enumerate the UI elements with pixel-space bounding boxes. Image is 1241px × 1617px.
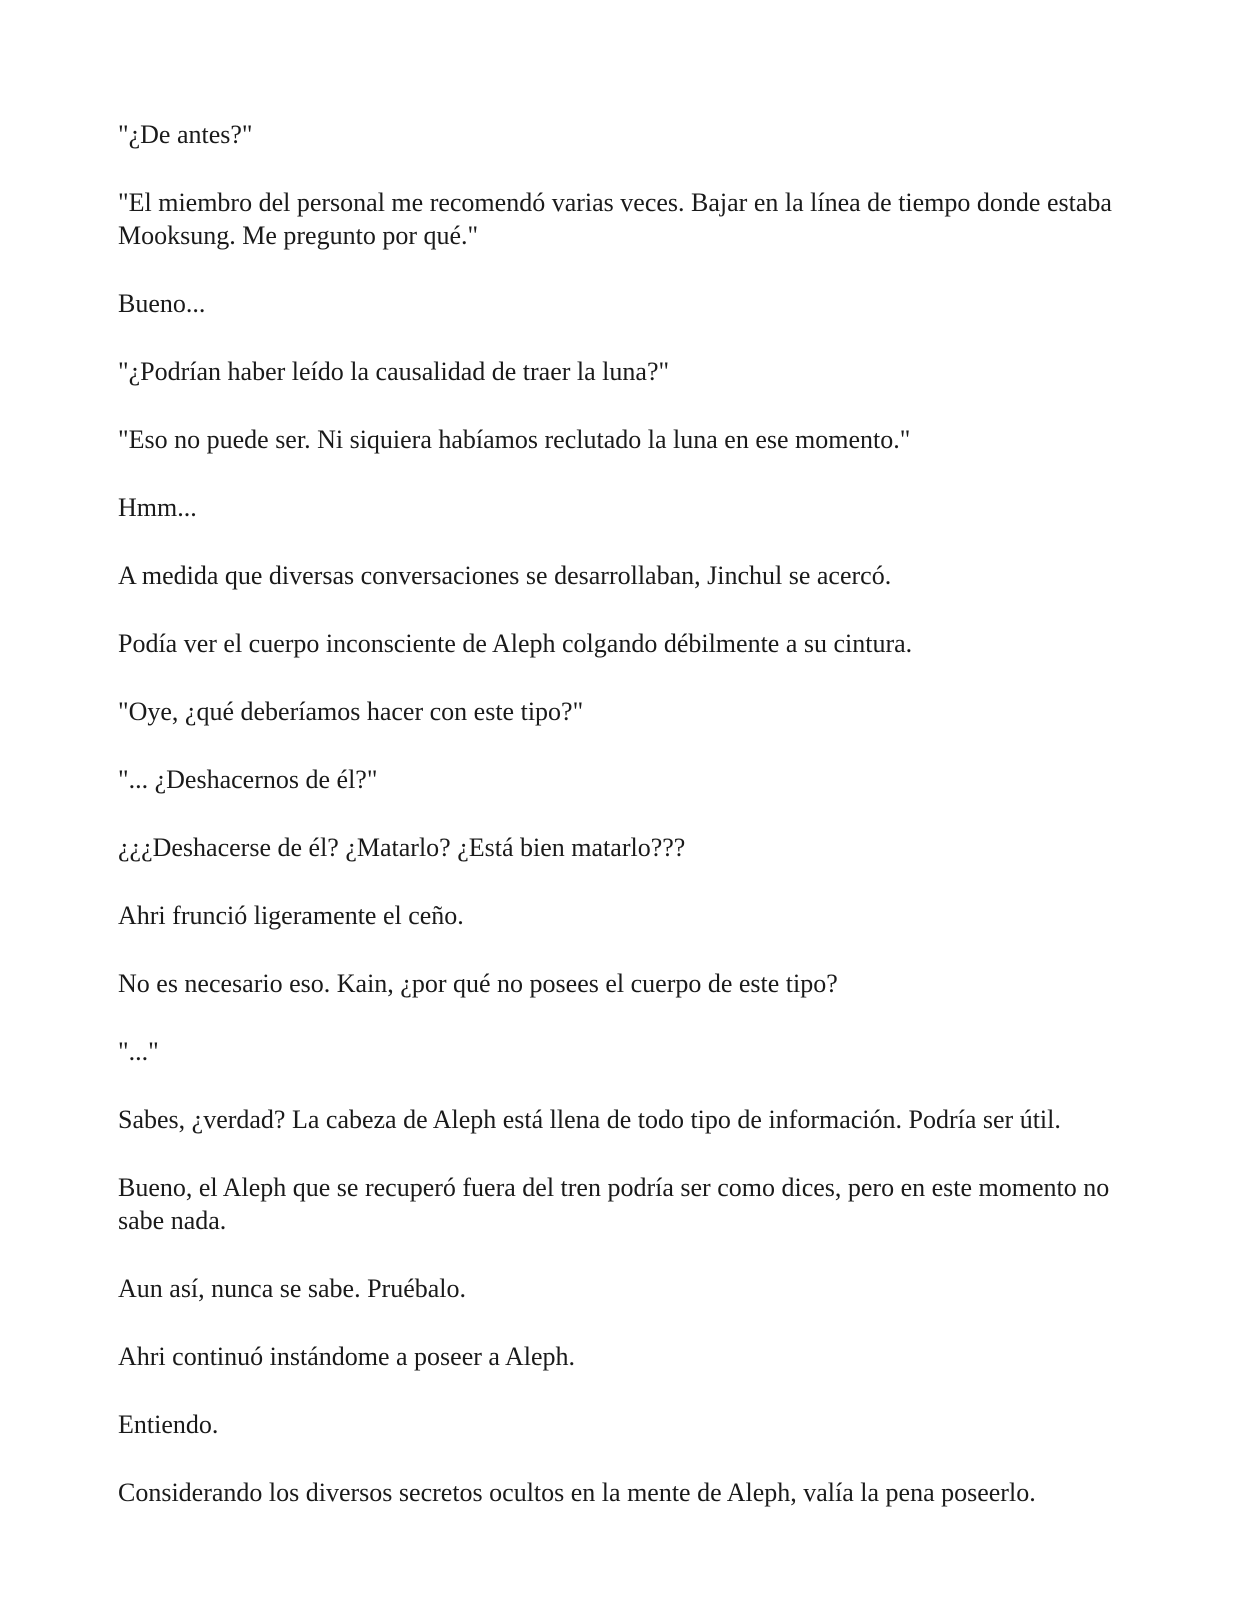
paragraph: Podía ver el cuerpo inconsciente de Aleph colgando débilmente a su cintura. — [118, 629, 913, 658]
paragraph: "Oye, ¿qué deberíamos hacer con este tipo?" — [118, 697, 584, 726]
paragraph: A medida que diversas conversaciones se desarrollaban, Jinchul se acercó. — [118, 561, 892, 590]
paragraph: Sabes, ¿verdad? La cabeza de Aleph está llena de todo tipo de información. Podría ser útil. — [118, 1105, 1061, 1134]
paragraph: "..." — [118, 1037, 159, 1066]
paragraph: Ahri frunció ligeramente el ceño. — [118, 901, 464, 930]
paragraph: "El miembro del personal me recomendó varias veces. Bajar en la línea de tiempo donde estaba Mooksung. Me pregunto por qué." — [118, 188, 1112, 250]
paragraph: Aun así, nunca se sabe. Pruébalo. — [118, 1274, 467, 1303]
paragraph: ¿¿¿Deshacerse de él? ¿Matarlo? ¿Está bien matarlo??? — [118, 833, 686, 862]
paragraph: "Eso no puede ser. Ni siquiera habíamos reclutado la luna en ese momento." — [118, 425, 911, 454]
paragraph: Entiendo. — [118, 1410, 219, 1439]
paragraph: Ahri continuó instándome a poseer a Aleph. — [118, 1342, 576, 1371]
paragraph: "¿De antes?" — [118, 120, 253, 149]
paragraph: "... ¿Deshacernos de él?" — [118, 765, 378, 794]
paragraph: "¿Podrían haber leído la causalidad de traer la luna?" — [118, 357, 670, 386]
paragraph: Bueno, el Aleph que se recuperó fuera del tren podría ser como dices, pero en este momento no sabe nada. — [118, 1173, 1110, 1235]
paragraph: Hmm... — [118, 493, 197, 522]
document-body — [118, 118, 1123, 1544]
paragraph: Considerando los diversos secretos ocultos en la mente de Aleph, valía la pena poseerlo. — [118, 1478, 1036, 1507]
paragraph: Bueno... — [118, 289, 206, 318]
paragraph: No es necesario eso. Kain, ¿por qué no posees el cuerpo de este tipo? — [118, 969, 838, 998]
